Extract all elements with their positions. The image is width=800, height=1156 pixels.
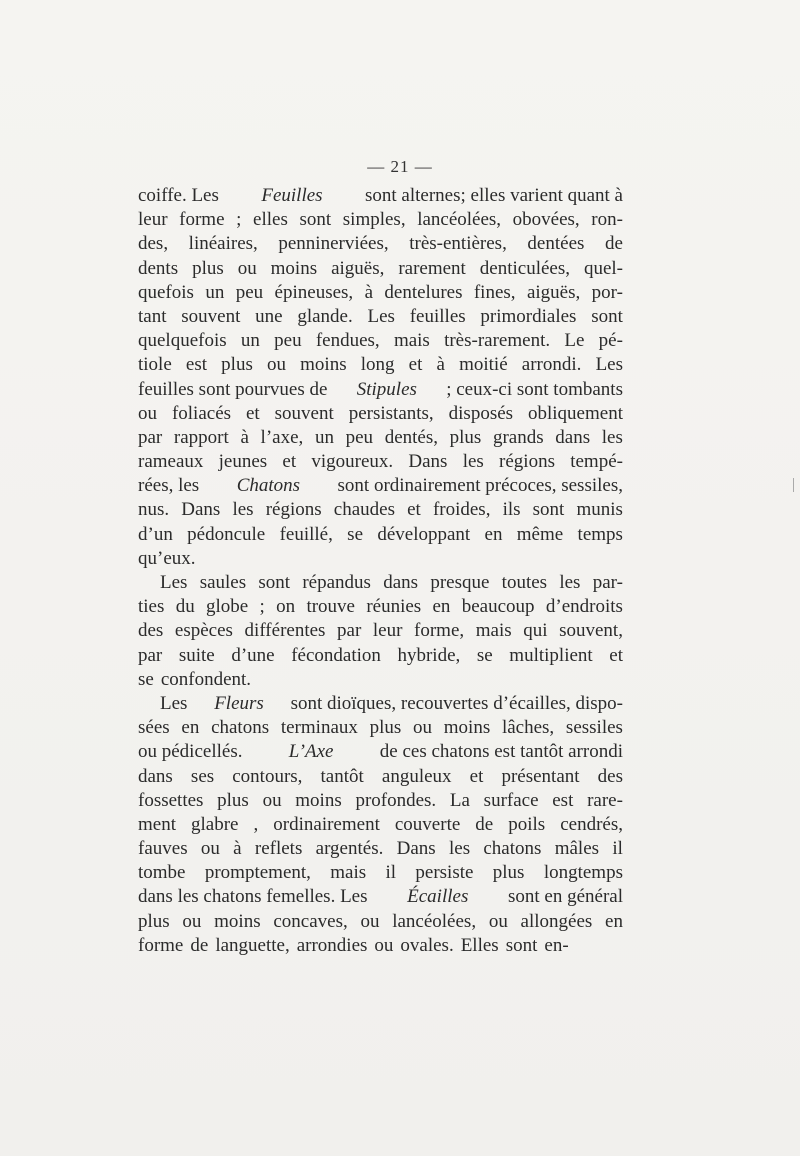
word: moitié: [459, 354, 508, 376]
word: plus: [369, 717, 402, 739]
word: qu’eux.: [138, 547, 196, 569]
text-line: [138, 353, 623, 377]
word: La: [449, 789, 470, 811]
text-line: [138, 644, 623, 668]
word: des: [597, 765, 623, 787]
word: les: [601, 426, 623, 448]
text-line: [138, 523, 623, 547]
word: plus: [449, 426, 482, 448]
word: ordinairement: [273, 813, 380, 835]
word: nus.: [138, 499, 170, 521]
word: ties: [138, 596, 165, 618]
italic-term: Chatons: [236, 475, 301, 497]
text-line: [138, 498, 623, 522]
word: tantôt: [320, 765, 364, 787]
word: est: [552, 789, 574, 811]
italic-term: Feuilles: [261, 185, 323, 206]
text-run: sont en général: [503, 886, 623, 908]
word: leur: [138, 209, 168, 231]
word: moins: [214, 910, 261, 932]
word: sont: [505, 934, 538, 956]
text-run: sont alternes; elles varient quant à: [360, 185, 623, 206]
word: contours,: [232, 765, 303, 787]
word: Dans: [396, 838, 436, 860]
word: les: [448, 838, 471, 860]
text-line: [138, 692, 623, 716]
word: obliquement: [528, 402, 623, 424]
word: souvent: [181, 305, 241, 327]
word: ;: [236, 209, 242, 231]
word: se: [138, 668, 154, 690]
word: disposés: [448, 402, 514, 424]
word: ses: [190, 765, 215, 787]
text-line: [138, 208, 623, 232]
text-run: Les: [160, 692, 193, 714]
text-line: [138, 595, 623, 619]
word: les: [462, 451, 484, 473]
word: profondes.: [355, 789, 437, 811]
word: réunies: [366, 596, 422, 618]
word: persiste: [415, 862, 474, 884]
word: par-: [592, 572, 623, 593]
word: languette,: [215, 934, 290, 956]
word: développant: [377, 523, 471, 545]
word: chatons: [483, 838, 542, 860]
word: plus: [221, 354, 253, 376]
text-line: [138, 837, 623, 861]
word: ou: [267, 354, 286, 376]
text-line: [138, 813, 623, 837]
word: fossettes: [138, 789, 204, 811]
word: quel-: [583, 257, 623, 279]
word: épineuses,: [274, 281, 354, 303]
word: d’un: [138, 523, 173, 545]
word: dentelures: [384, 281, 463, 303]
word: de: [475, 813, 494, 835]
word: ou: [262, 789, 282, 811]
word: linéaires,: [188, 233, 258, 255]
word: rarement: [398, 257, 466, 279]
word: lâches,: [501, 717, 555, 739]
italic-term: Stipules: [356, 378, 417, 400]
italic-term: Écailles: [407, 886, 469, 908]
word: se: [476, 644, 493, 666]
text-line: [138, 232, 623, 256]
word: aiguës,: [331, 257, 385, 279]
word: ou: [138, 402, 157, 424]
word: ou: [200, 838, 220, 860]
text-line: [138, 619, 623, 643]
text-run: feuilles sont pourvues de: [138, 378, 333, 400]
word: plus: [492, 862, 525, 884]
word: chatons: [211, 717, 270, 739]
word: vigoureux.: [311, 451, 394, 473]
word: l’axe,: [260, 426, 304, 448]
text-line: [138, 305, 623, 329]
word: chaudes: [333, 499, 395, 521]
text-line: [138, 257, 623, 281]
text-line: [138, 885, 623, 909]
word: fécondation: [291, 644, 381, 666]
word: long: [360, 354, 395, 376]
word: dents: [138, 257, 179, 279]
word: cendrés,: [560, 813, 623, 835]
word: sont: [532, 499, 565, 521]
word: grands: [492, 426, 544, 448]
word: et: [282, 451, 297, 473]
text-line: [138, 716, 623, 740]
word: des: [138, 620, 164, 642]
paragraph: [138, 184, 623, 571]
word: présentant: [501, 765, 580, 787]
word: couverte: [394, 813, 461, 835]
word: très-rarement.: [444, 330, 551, 352]
word: et: [407, 499, 421, 521]
text-line: [138, 184, 623, 208]
word: confondent.: [160, 668, 252, 690]
word: par: [138, 426, 163, 448]
word: les: [559, 572, 581, 593]
word: dans: [383, 572, 419, 593]
word: ou: [237, 257, 257, 279]
word: à: [364, 281, 373, 303]
word: Les: [595, 354, 623, 376]
word: lancéolées,: [417, 209, 502, 231]
word: sont: [258, 572, 291, 593]
word: et: [469, 765, 484, 787]
word: longtemps: [543, 862, 623, 884]
word: anguleux: [381, 765, 452, 787]
word: on: [276, 596, 296, 618]
word: moins: [300, 354, 347, 376]
word: peu: [235, 281, 264, 303]
word: moins: [295, 789, 342, 811]
word: denticulées,: [479, 257, 570, 279]
word: plus: [192, 257, 224, 279]
text-run: de ces chatons est tantôt arrondi: [375, 741, 623, 763]
word: est: [185, 354, 208, 376]
word: Elles: [460, 934, 499, 956]
word: de: [190, 934, 209, 956]
word: pédoncule: [187, 523, 266, 545]
word: même: [516, 523, 564, 545]
word: qui: [523, 620, 548, 642]
word: concaves,: [273, 910, 348, 932]
word: régions: [265, 499, 322, 521]
word: mais: [475, 620, 512, 642]
word: tempé-: [570, 451, 623, 473]
word: penninerviées,: [278, 233, 389, 255]
word: régions: [499, 451, 555, 473]
paragraph: [138, 692, 623, 958]
body-text: [138, 184, 623, 958]
word: en-: [544, 934, 569, 956]
paragraph: [138, 571, 623, 692]
text-line: [138, 934, 623, 958]
word: persistants,: [348, 402, 434, 424]
text-line: [138, 861, 623, 885]
word: argentés.: [315, 838, 384, 860]
word: promptement,: [204, 862, 311, 884]
word: mais: [330, 862, 367, 884]
text-run: sont dioïques, recouvertes d’écailles, dispo-: [285, 692, 623, 714]
text-line: [138, 426, 623, 450]
word: un: [205, 281, 225, 303]
word: obovées,: [512, 209, 580, 231]
word: tant: [138, 305, 167, 327]
word: rameaux: [138, 451, 204, 473]
word: un: [240, 330, 260, 352]
word: tiole: [138, 354, 172, 376]
word: fines,: [473, 281, 516, 303]
word: sessiles: [565, 717, 623, 739]
text-run: rées, les: [138, 475, 204, 497]
word: se: [347, 523, 363, 545]
word: arrondies: [296, 934, 368, 956]
word: ou: [374, 934, 394, 956]
page-number: — 21 —: [367, 157, 433, 176]
text-line: [138, 765, 623, 789]
word: terminaux: [280, 717, 358, 739]
word: forme: [138, 934, 184, 956]
word: glabre: [191, 813, 239, 835]
text-line: [138, 378, 623, 402]
word: Dans: [408, 451, 448, 473]
word: quelquefois: [138, 330, 227, 352]
word: tombe: [138, 862, 186, 884]
word: ou: [488, 910, 508, 932]
word: répandus: [302, 572, 371, 593]
word: espèces: [174, 620, 233, 642]
word: à: [436, 354, 445, 376]
word: elles: [253, 209, 288, 231]
word: les: [232, 499, 254, 521]
word: sées: [138, 717, 170, 739]
text-run: ou pédicellés.: [138, 741, 248, 763]
word: foliacés: [171, 402, 232, 424]
italic-term: Fleurs: [214, 692, 264, 714]
word: glande.: [297, 305, 353, 327]
word: Les: [367, 305, 395, 327]
word: leur: [372, 620, 403, 642]
text-line: [138, 789, 623, 813]
word: quefois: [138, 281, 194, 303]
word: des,: [138, 233, 169, 255]
word: feuilles: [409, 305, 466, 327]
word: sont: [591, 305, 623, 327]
word: différentes: [244, 620, 326, 642]
text-line: [138, 329, 623, 353]
text-line: [138, 740, 623, 764]
word: par: [138, 644, 163, 666]
word: moins: [443, 717, 491, 739]
text-line: [138, 281, 623, 305]
word: mais: [393, 330, 430, 352]
italic-term: L’Axe: [288, 741, 334, 763]
word: en: [432, 596, 451, 618]
word: dentées: [527, 233, 585, 255]
word: trouve: [306, 596, 355, 618]
word: froides,: [432, 499, 491, 521]
word: ;: [259, 596, 265, 618]
word: et: [245, 402, 260, 424]
word: toutes: [501, 572, 548, 593]
word: ron-: [591, 209, 623, 231]
word: ou: [360, 910, 380, 932]
word: plus: [217, 789, 249, 811]
word: Dans: [181, 499, 221, 521]
word: rare-: [587, 789, 623, 811]
word: du: [175, 596, 195, 618]
text-line: [138, 668, 623, 692]
word: poils: [508, 813, 546, 835]
word: peu: [345, 426, 374, 448]
word: ovales.: [400, 934, 454, 956]
word: ou: [182, 910, 202, 932]
word: allongées: [520, 910, 593, 932]
word: forme,: [414, 620, 465, 642]
word: à: [240, 426, 249, 448]
word: simples,: [342, 209, 406, 231]
text-line: [138, 910, 623, 934]
word: un: [314, 426, 334, 448]
word: sont: [299, 209, 332, 231]
word: jeunes: [218, 451, 268, 473]
word: arrondi.: [521, 354, 582, 376]
word: surface: [483, 789, 539, 811]
word: une: [255, 305, 283, 327]
word: en: [605, 910, 623, 932]
scan-mark: [793, 478, 794, 492]
word: ils: [502, 499, 521, 521]
text-run: coiffe. Les: [138, 185, 224, 206]
word: dans: [555, 426, 591, 448]
word: rapport: [173, 426, 229, 448]
text-line: [138, 402, 623, 426]
word: beaucoup: [461, 596, 535, 618]
word: temps: [577, 523, 623, 545]
word: globe: [206, 596, 249, 618]
word: en: [181, 717, 200, 739]
word: ment: [138, 813, 176, 835]
word: suite: [178, 644, 215, 666]
word: plus: [138, 910, 170, 932]
word: il: [385, 862, 397, 884]
word: moins: [270, 257, 318, 279]
text-line: [138, 474, 623, 498]
word: presque: [430, 572, 490, 593]
word: dans: [138, 765, 173, 787]
word: de: [605, 233, 623, 255]
word: souvent,: [559, 620, 623, 642]
word: fauves: [138, 838, 188, 860]
word: dentés,: [384, 426, 438, 448]
word: multiplient: [509, 644, 593, 666]
word: peu: [274, 330, 302, 352]
word: d’endroits: [545, 596, 623, 618]
word: mâles: [554, 838, 600, 860]
text-line: [138, 547, 623, 571]
word: et: [408, 354, 423, 376]
word: par: [337, 620, 362, 642]
word: lancéolées,: [392, 910, 477, 932]
word: en: [484, 523, 503, 545]
word: munis: [576, 499, 623, 521]
text-run: ; ceux-ci sont tombants: [441, 378, 623, 400]
word: saules: [199, 572, 247, 593]
word: Les: [160, 572, 188, 593]
word: d’une: [231, 644, 275, 666]
word: et: [609, 644, 623, 666]
text-line: [138, 571, 623, 595]
word: à: [233, 838, 242, 860]
word: aiguës,: [526, 281, 581, 303]
text-run: sont ordinairement précoces, sessiles,: [332, 475, 623, 497]
word: Le: [564, 330, 585, 352]
word: très-entières,: [409, 233, 507, 255]
text-run: dans les chatons femelles. Les: [138, 886, 373, 908]
word: souvent: [274, 402, 334, 424]
word: fendues,: [315, 330, 380, 352]
word: pé-: [598, 330, 623, 352]
word: por-: [591, 281, 623, 303]
word: ,: [253, 813, 259, 835]
word: il: [612, 838, 623, 860]
word: hybride,: [397, 644, 461, 666]
word: primordiales: [480, 305, 577, 327]
text-line: [138, 450, 623, 474]
word: reflets: [254, 838, 303, 860]
word: forme: [179, 209, 225, 231]
word: feuillé,: [279, 523, 333, 545]
word: ou: [413, 717, 433, 739]
